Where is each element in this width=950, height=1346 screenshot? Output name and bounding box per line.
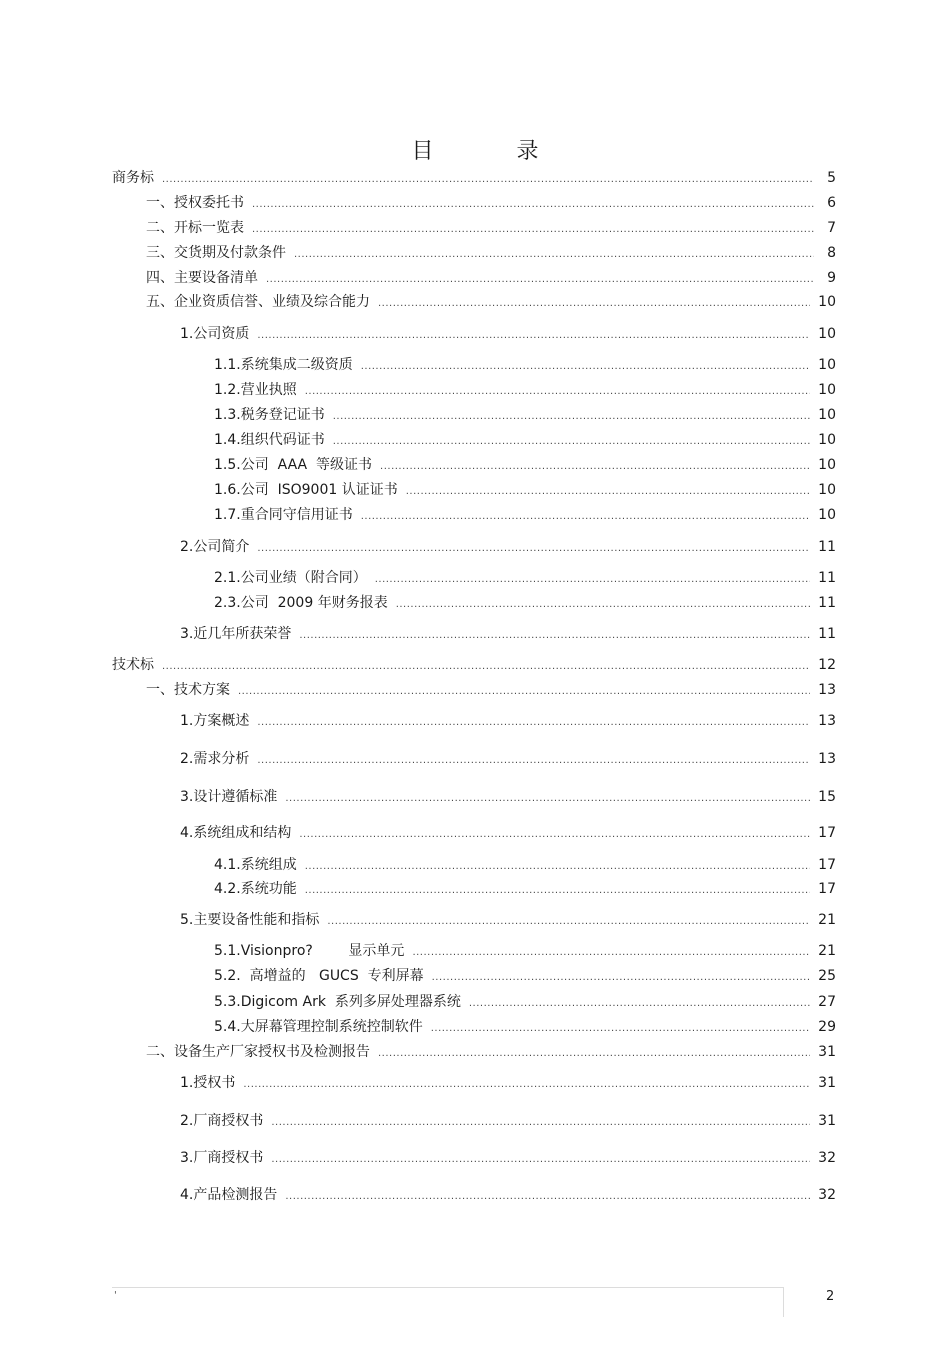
toc-entry-label: 二、设备生产厂家授权书及检测报告 xyxy=(146,1044,370,1060)
toc-entry-label: 1.4.组织代码证书 xyxy=(214,432,325,448)
toc-entry-label: 1.3.税务登记证书 xyxy=(214,407,325,423)
toc-leader-dots xyxy=(271,1151,810,1169)
toc-leader-dots xyxy=(238,683,810,701)
toc-leader-dots xyxy=(432,969,811,987)
toc-leader-dots xyxy=(252,196,814,214)
toc-entry[interactable] xyxy=(146,269,836,289)
toc-entry[interactable] xyxy=(214,1018,836,1038)
toc-leader-dots xyxy=(378,1045,810,1063)
toc-leader-dots xyxy=(333,433,810,451)
toc-entry-page: 9 xyxy=(827,270,836,286)
toc-leader-dots xyxy=(469,995,810,1013)
toc-entry-label: 4.1.系统组成 xyxy=(214,857,297,873)
toc-leader-dots xyxy=(252,221,814,239)
toc-entry[interactable] xyxy=(214,856,836,876)
toc-entry-page: 31 xyxy=(818,1075,836,1091)
toc-entry-page: 29 xyxy=(818,1019,836,1035)
toc-leader-dots xyxy=(396,596,810,614)
toc-entry[interactable] xyxy=(214,481,836,501)
toc-entry-page: 21 xyxy=(818,943,836,959)
toc-leader-dots xyxy=(378,295,810,313)
toc-entry[interactable] xyxy=(146,681,836,701)
toc-entry-page: 10 xyxy=(818,457,836,473)
toc-entry-page: 10 xyxy=(818,326,836,342)
toc-entry-page: 10 xyxy=(818,357,836,373)
toc-entry-label: 一、授权委托书 xyxy=(146,195,244,211)
toc-entry-label: 1.方案概述 xyxy=(180,713,250,729)
toc-entry[interactable] xyxy=(146,194,836,214)
toc-entry[interactable] xyxy=(214,406,836,426)
toc-entry[interactable] xyxy=(180,788,836,808)
toc-entry-page: 11 xyxy=(818,626,836,642)
toc-entry-page: 11 xyxy=(818,539,836,555)
toc-entry[interactable] xyxy=(146,244,836,264)
toc-entry-page: 10 xyxy=(818,294,836,310)
toc-leader-dots xyxy=(299,826,810,844)
toc-entry-page: 17 xyxy=(818,857,836,873)
toc-entry-page: 21 xyxy=(818,912,836,928)
toc-entry[interactable] xyxy=(146,293,836,313)
toc-entry-label: 1.6.公司 ISO9001 认证证书 xyxy=(214,482,398,498)
toc-entry-page: 13 xyxy=(818,682,836,698)
toc-entry[interactable] xyxy=(180,911,836,931)
toc-leader-dots xyxy=(266,271,814,289)
toc-entry[interactable] xyxy=(214,456,836,476)
toc-entry-page: 17 xyxy=(818,881,836,897)
toc-entry-page: 5 xyxy=(827,170,836,186)
toc-leader-dots xyxy=(257,752,810,770)
toc-entry-page: 31 xyxy=(818,1044,836,1060)
toc-entry-label: 1.1.系统集成二级资质 xyxy=(214,357,353,373)
toc-leader-dots xyxy=(361,508,810,526)
toc-leader-dots xyxy=(285,1188,810,1206)
toc-entry-label: 一、技术方案 xyxy=(146,682,230,698)
toc-entry[interactable] xyxy=(146,219,836,239)
toc-entry-label: 商务标 xyxy=(112,170,154,186)
toc-leader-dots xyxy=(361,358,810,376)
toc-entry-label: 2.公司简介 xyxy=(180,539,250,555)
toc-leader-dots xyxy=(333,408,810,426)
toc-entry-label: 1.授权书 xyxy=(180,1075,236,1091)
toc-entry-label: 3.厂商授权书 xyxy=(180,1150,264,1166)
toc-entry[interactable] xyxy=(112,169,836,189)
toc-entry-label: 5.2. 高增益的 GUCS 专利屏幕 xyxy=(214,968,424,984)
toc-entry-page: 10 xyxy=(818,407,836,423)
toc-entry[interactable] xyxy=(214,569,836,589)
toc-leader-dots xyxy=(412,944,810,962)
toc-leader-dots xyxy=(257,714,810,732)
toc-entry[interactable] xyxy=(214,993,836,1013)
toc-entry-label: 4.2.系统功能 xyxy=(214,881,297,897)
toc-leader-dots xyxy=(431,1020,810,1038)
toc-entry-page: 15 xyxy=(818,789,836,805)
toc-entry-label: 四、主要设备清单 xyxy=(146,270,258,286)
toc-entry-page: 11 xyxy=(818,570,836,586)
toc-entry-label: 五、企业资质信誉、业绩及综合能力 xyxy=(146,294,370,310)
toc-entry[interactable] xyxy=(214,880,836,900)
page-title: 目 录 xyxy=(411,139,577,164)
toc-entry[interactable] xyxy=(214,381,836,401)
toc-entry-label: 技术标 xyxy=(112,657,154,673)
toc-entry[interactable] xyxy=(180,712,836,732)
toc-entry-label: 5.主要设备性能和指标 xyxy=(180,912,320,928)
toc-entry-label: 4.系统组成和结构 xyxy=(180,825,292,841)
toc-entry[interactable] xyxy=(180,1112,836,1132)
toc-leader-dots xyxy=(305,882,810,900)
toc-entry-label: 1.5.公司 AAA 等级证书 xyxy=(214,457,373,473)
toc-entry-label: 4.产品检测报告 xyxy=(180,1187,278,1203)
toc-entry-page: 7 xyxy=(827,220,836,236)
toc-leader-dots xyxy=(162,171,814,189)
toc-entry-label: 5.4.大屏幕管理控制系统控制软件 xyxy=(214,1019,423,1035)
toc-entry-label: 2.1.公司业绩（附合同） xyxy=(214,570,367,586)
toc-leader-dots xyxy=(380,458,810,476)
toc-entry[interactable] xyxy=(180,1074,836,1094)
toc-leader-dots xyxy=(285,790,810,808)
toc-leader-dots xyxy=(162,658,810,676)
toc-entry-page: 12 xyxy=(818,657,836,673)
toc-entry-page: 27 xyxy=(818,994,836,1010)
toc-leader-dots xyxy=(305,383,810,401)
toc-entry[interactable] xyxy=(180,625,836,645)
toc-leader-dots xyxy=(406,483,810,501)
toc-leader-dots xyxy=(243,1076,810,1094)
toc-entry-page: 17 xyxy=(818,825,836,841)
toc-entry-page: 10 xyxy=(818,507,836,523)
toc-entry[interactable] xyxy=(214,594,836,614)
toc-entry[interactable] xyxy=(214,967,836,987)
toc-entry-page: 31 xyxy=(818,1113,836,1129)
toc-leader-dots xyxy=(327,913,810,931)
toc-entry-page: 13 xyxy=(818,713,836,729)
toc-entry[interactable] xyxy=(146,1043,836,1063)
footer-mark: ' xyxy=(114,1290,117,1301)
toc-entry-label: 2.厂商授权书 xyxy=(180,1113,264,1129)
toc-leader-dots xyxy=(305,858,810,876)
toc-entry-label: 1.公司资质 xyxy=(180,326,250,342)
toc-entry-label: 三、交货期及付款条件 xyxy=(146,245,286,261)
toc-leader-dots xyxy=(257,540,810,558)
toc-entry-page: 6 xyxy=(827,195,836,211)
toc-entry-page: 25 xyxy=(818,968,836,984)
toc-entry-page: 32 xyxy=(818,1187,836,1203)
toc-entry[interactable] xyxy=(180,824,836,844)
toc-entry-page: 32 xyxy=(818,1150,836,1166)
toc-entry[interactable] xyxy=(112,656,836,676)
toc-entry-label: 二、开标一览表 xyxy=(146,220,244,236)
toc-entry-label: 5.1.Visionpro? 显示单元 xyxy=(214,943,405,959)
toc-entry-page: 11 xyxy=(818,595,836,611)
toc-entry[interactable] xyxy=(214,506,836,526)
toc-leader-dots xyxy=(299,627,810,645)
toc-leader-dots xyxy=(271,1114,810,1132)
toc-leader-dots xyxy=(294,246,814,264)
footer-divider xyxy=(112,1287,784,1288)
toc-entry-label: 1.7.重合同守信用证书 xyxy=(214,507,353,523)
toc-entry[interactable] xyxy=(180,325,836,345)
toc-entry-page: 10 xyxy=(818,432,836,448)
toc-entry-page: 8 xyxy=(827,245,836,261)
toc-entry[interactable] xyxy=(180,1186,836,1206)
toc-entry[interactable] xyxy=(214,431,836,451)
footer-vertical-divider xyxy=(783,1287,784,1317)
toc-entry-label: 2.3.公司 2009 年财务报表 xyxy=(214,595,388,611)
toc-entry-label: 1.2.营业执照 xyxy=(214,382,297,398)
toc-entry-label: 5.3.Digicom Ark 系列多屏处理器系统 xyxy=(214,994,461,1010)
toc-entry[interactable] xyxy=(214,356,836,376)
toc-leader-dots xyxy=(375,571,810,589)
toc-entry-label: 3.近几年所获荣誉 xyxy=(180,626,292,642)
toc-entry-page: 10 xyxy=(818,382,836,398)
toc-leader-dots xyxy=(257,327,810,345)
toc-entry-page: 13 xyxy=(818,751,836,767)
toc-entry-label: 3.设计遵循标准 xyxy=(180,789,278,805)
toc-entry-page: 10 xyxy=(818,482,836,498)
toc-entry-label: 2.需求分析 xyxy=(180,751,250,767)
toc-entry[interactable] xyxy=(214,942,836,962)
page-number: 2 xyxy=(826,1289,835,1304)
toc-entry[interactable] xyxy=(180,1149,836,1169)
toc-entry[interactable] xyxy=(180,750,836,770)
toc-entry[interactable] xyxy=(180,538,836,558)
